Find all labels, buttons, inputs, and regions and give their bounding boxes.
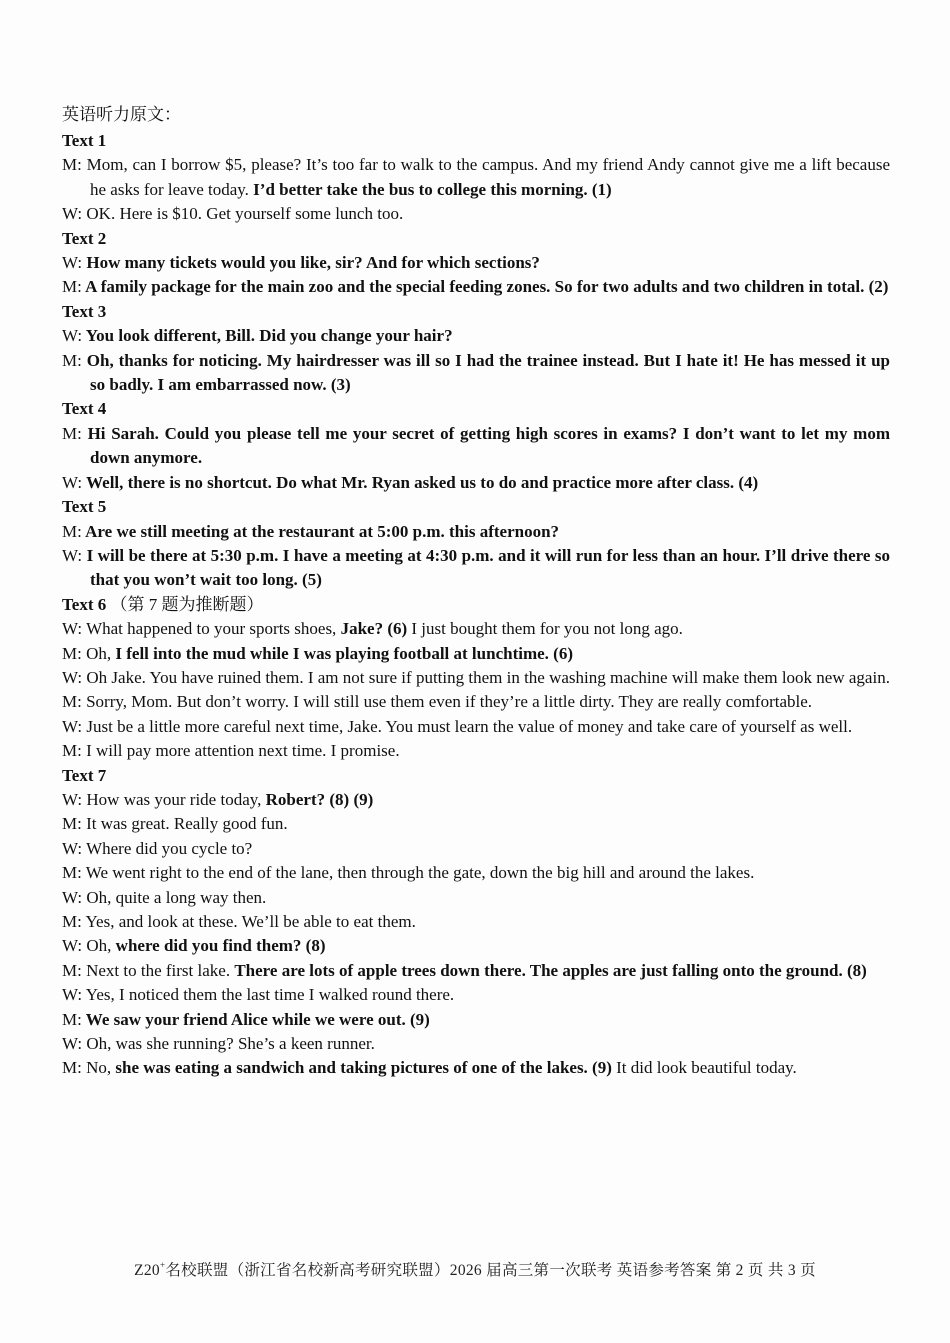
dialogue-line (62, 349, 890, 398)
footer-sup: + (159, 1260, 166, 1270)
footer-text: 名校联盟（浙江省名校新高考研究联盟）2026 届高三第一次联考 英语参考答案 第 2 页 共 3 页 (165, 1262, 816, 1279)
section-note: （第 7 题为推断题） (106, 594, 264, 614)
speaker-label: W: (62, 985, 83, 1005)
speaker-label: W: (62, 936, 83, 956)
speaker-label: M: (62, 863, 82, 883)
dialogue-text: Next to the first lake. (81, 960, 235, 980)
dialogue-line (62, 1032, 890, 1056)
speaker-label: M: (62, 155, 82, 175)
dialogue-line (62, 739, 890, 763)
dialogue-line (62, 666, 890, 690)
dialogue-line (62, 934, 890, 958)
speaker-label: W: (62, 545, 83, 565)
dialogue-text: How was your ride today, (82, 789, 266, 809)
section-title-text: Text 4 (62, 399, 107, 419)
dialogue-text: OK. Here is $10. Get yourself some lunch too. (82, 204, 404, 224)
speaker-label: M: (62, 741, 82, 761)
dialogue-text: Yes, and look at these. We’ll be able to eat them. (81, 912, 416, 931)
speaker-label: M: (62, 912, 82, 931)
answer-text: Are we still meeting at the restaurant at 5:00 p.m. this afternoon? (81, 521, 560, 541)
dialogue-line (62, 251, 890, 275)
speaker-label: W: (62, 326, 83, 346)
section-title-text: Text 2 (62, 228, 107, 248)
answer-text: A family package for the main zoo and the special feeding zones. So for two adults and two children in total. (2) (81, 277, 889, 297)
speaker-label: W: (62, 472, 83, 492)
dialogue-line (62, 788, 890, 812)
dialogue-line (62, 544, 890, 593)
answer-text: I’d better take the bus to college this morning. (1) (253, 179, 612, 199)
dialogue-line (62, 202, 890, 226)
speaker-label: W: (62, 619, 83, 639)
answer-text: Well, there is no shortcut. Do what Mr. Ryan asked us to do and practice more after class. (4) (82, 472, 759, 492)
dialogue-line (62, 422, 890, 471)
section-title (62, 129, 890, 153)
section-title-text: Text 3 (62, 301, 107, 321)
speaker-label: W: (62, 204, 83, 224)
speaker-label: M: (62, 1009, 82, 1029)
dialogue-line (62, 983, 890, 1007)
dialogue-line (62, 715, 890, 739)
section-title (62, 397, 890, 421)
dialogue-line (62, 617, 890, 641)
dialogue-text: Oh, was she running? She’s a keen runner. (82, 1034, 375, 1054)
speaker-label: M: (62, 960, 82, 980)
dialogue-line (62, 153, 890, 202)
dialogue-line (62, 837, 890, 861)
answer-text: Hi Sarah. Could you please tell me your secret of getting high scores in exams? I don’t want to let my mom down anymore. (81, 423, 890, 468)
section-title (62, 593, 890, 617)
speaker-label: W: (62, 887, 83, 907)
section-title-text: Text 5 (62, 497, 107, 517)
answer-text: You look different, Bill. Did you change your hair? (82, 326, 453, 346)
speaker-label: M: (62, 643, 82, 663)
dialogue-text: Oh, quite a long way then. (82, 887, 267, 907)
dialogue-line (62, 471, 890, 495)
answer-text: Jake? (6) (340, 619, 408, 639)
dialogue-line (62, 324, 890, 348)
speaker-label: M: (62, 423, 82, 443)
answer-text: I fell into the mud while I was playing football at lunchtime. (6) (115, 643, 573, 663)
speaker-label: W: (62, 716, 83, 736)
section-title (62, 764, 890, 788)
dialogue-text: I will pay more attention next time. I promise. (81, 741, 400, 761)
dialogue-text: Yes, I noticed them the last time I walked round there. (82, 985, 455, 1005)
section-title-text: Text 7 (62, 765, 107, 785)
speaker-label: M: (62, 521, 82, 541)
section-title-text: Text 6 (62, 594, 107, 614)
speaker-label: M: (62, 277, 82, 297)
dialogue-text: Oh Jake. You have ruined them. I am not sure if putting them in the washing machine will make them look new again. (82, 667, 890, 687)
dialogue-text: It was great. Really good fun. (81, 814, 288, 834)
section-title (62, 495, 890, 519)
section-title (62, 227, 890, 251)
speaker-label: W: (62, 1034, 83, 1054)
dialogue-line (62, 1008, 890, 1032)
dialogue-text: I just bought them for you not long ago. (407, 619, 683, 639)
dialogue-text: It did look beautiful today. (611, 1058, 797, 1078)
dialogue-line (62, 275, 890, 299)
dialogue-line (62, 1056, 890, 1080)
answer-text: Oh, thanks for noticing. My hairdresser was ill so I had the trainee instead. But I hate it! He has messed it up so badly. I am embarrassed now. (3) (81, 350, 890, 395)
speaker-label: W: (62, 789, 83, 809)
answer-text: she was eating a sandwich and taking pictures of one of the lakes. (9) (115, 1058, 612, 1078)
dialogue-line (62, 886, 890, 910)
dialogue-text: Just be a little more careful next time, Jake. You must learn the value of money and take care of yourself as well. (82, 716, 853, 736)
dialogue-text: No, (81, 1058, 116, 1078)
answer-text: How many tickets would you like, sir? And for which sections? (82, 253, 540, 273)
speaker-label: M: (62, 814, 82, 834)
speaker-label: W: (62, 838, 83, 858)
dialogue-line (62, 812, 890, 836)
dialogue-text: We went right to the end of the lane, then through the gate, down the big hill and around the lakes. (81, 863, 755, 883)
dialogue-text: Sorry, Mom. But don’t worry. I will still use them even if they’re a little dirty. They are really comfortable. (81, 692, 813, 712)
dialogue-line (62, 861, 890, 885)
section-title (62, 300, 890, 324)
speaker-label: M: (62, 692, 82, 712)
dialogue-line (62, 642, 890, 666)
answer-text: We saw your friend Alice while we were out. (9) (81, 1009, 430, 1029)
listening-script-heading: 英语听力原文： (62, 105, 181, 124)
speaker-label: M: (62, 350, 82, 370)
answer-text: where did you find them? (8) (115, 936, 326, 956)
section-title-text: Text 1 (62, 131, 107, 150)
transcript-body (62, 129, 890, 1081)
dialogue-text: What happened to your sports shoes, (82, 619, 341, 639)
footer-prefix: Z20 (134, 1262, 160, 1279)
answer-text: There are lots of apple trees down there. The apples are just falling onto the ground. (8) (234, 960, 867, 980)
page-footer (0, 1258, 950, 1280)
dialogue-line (62, 520, 890, 544)
answer-text: I will be there at 5:30 p.m. I have a meeting at 4:30 p.m. and it will run for less than an hour. I’ll drive there so that you won’t wait too long. (5) (82, 545, 890, 590)
speaker-label: W: (62, 253, 83, 273)
dialogue-line (62, 959, 890, 983)
dialogue-text: Oh, (81, 643, 116, 663)
answer-text: Robert? (8) (9) (265, 789, 374, 809)
dialogue-text: Oh, (82, 936, 116, 956)
dialogue-line (62, 910, 890, 934)
speaker-label: W: (62, 667, 83, 687)
dialogue-text: Mom, can I borrow $5, please? It’s too far to walk to the campus. And my friend Andy cannot give me a lift because he asks for leave today. (81, 155, 890, 199)
speaker-label: M: (62, 1058, 82, 1078)
dialogue-line (62, 690, 890, 714)
dialogue-text: Where did you cycle to? (82, 838, 253, 858)
